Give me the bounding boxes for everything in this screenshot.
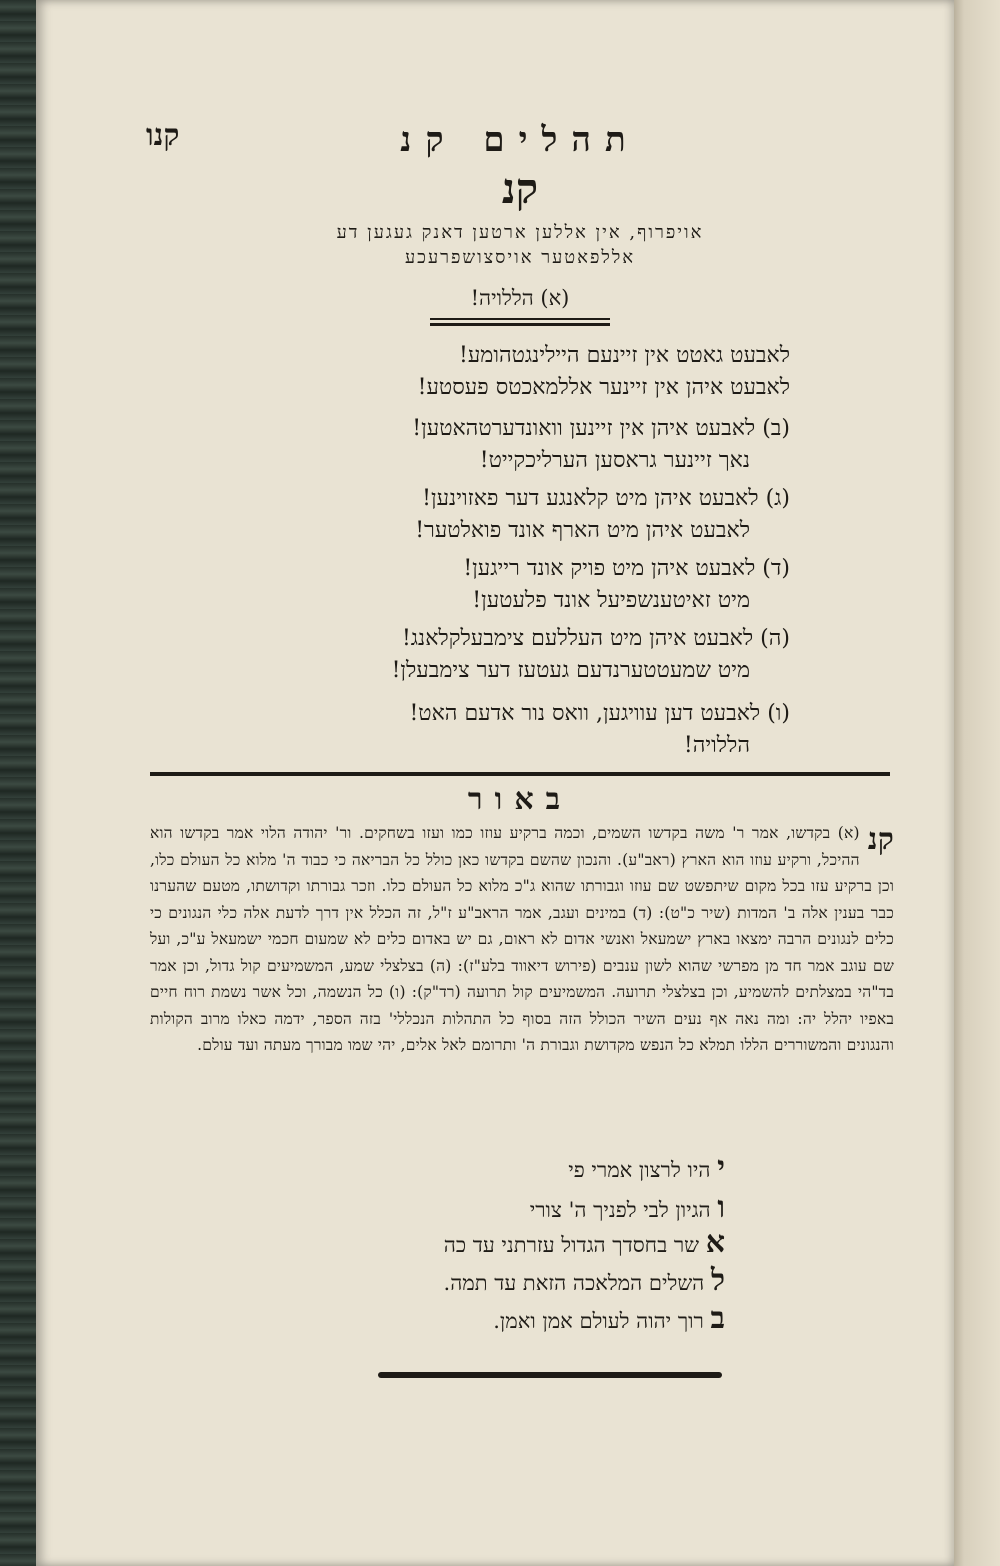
commentary-heading: באור — [467, 782, 573, 817]
acrostic-text: השלים המלאכה הזאת עד תמה. — [443, 1271, 711, 1295]
acrostic-letter: ב — [710, 1301, 725, 1336]
commentary-paragraph — [150, 820, 894, 1059]
verse-marker: (ה) — [760, 626, 790, 651]
acrostic-letter: ו — [717, 1190, 725, 1225]
book-spine — [0, 0, 36, 1566]
next-page-edge — [954, 0, 1000, 1566]
acrostic-text: שר בחסדך הגדול עזרתני עד כה — [443, 1233, 706, 1257]
opening-hallelujah: (א) הללויה! — [470, 286, 570, 310]
verse-line: לאבעט איהן מיט העללעם צימבעלקלאנג! — [401, 626, 754, 651]
closing-ornament-rule — [378, 1372, 722, 1378]
summary-line: אללפאטער אויסצושפרעכע — [404, 247, 636, 268]
psalm-number: קנ — [501, 164, 539, 213]
running-head-title: תהלים קנ — [400, 120, 640, 160]
verse-marker: (ד) — [762, 556, 790, 581]
verse-line: לאבעט איהן אין זיינער אללמאכטס פעסטע! — [417, 375, 790, 400]
commentary-number: קנ — [867, 822, 894, 857]
verse-block — [300, 698, 790, 762]
acrostic-letter: א — [705, 1225, 725, 1260]
acrostic-text: היו לרצון אמרי פי — [568, 1158, 718, 1182]
verse-line: לאבעט איהן אין זיינען וואונדערטהאטען! — [412, 416, 756, 441]
verse-marker: (ו) — [767, 701, 790, 726]
verse-block — [300, 553, 790, 617]
acrostic-text: הגיון לבי לפניך ה' צורי — [529, 1198, 718, 1222]
double-rule-bottom — [430, 323, 610, 326]
verse-marker: (ב) — [762, 416, 790, 441]
folio-number: קנו — [146, 118, 180, 153]
verse-block — [300, 340, 790, 404]
verse-marker: (ג) — [765, 486, 790, 511]
acrostic-line — [380, 1301, 725, 1336]
verse-line: לאבעט איהן מיט פויק אונד רייגען! — [463, 556, 756, 581]
verse-line: לאבעט גאטט אין זיינעם היילינגטהומע! — [459, 343, 790, 368]
verse-line: לאבעט איהן מיט הארף אונד פואלטער! — [415, 518, 750, 543]
commentary-text: (א) בקדשו, אמר ר' משה בקדשו השמים, וכמה ברקיע עוזו כמו ועזו בשחקים. ור' יהודה הלוי אמר בקדשו הוא ההיכל, ורקיע עוזו הוא הארץ (ראב"ע). והנכון שהשם בקדשו כאן כולל כל הבריאה כי כבוד ה' מלוא כל העולם כלו, וכן ברקיע עזו בכל מקום שיתפשט שם עוזו וגבורתו שהוא ג"כ מלוא כל העולם כלו. וזכר גבורתו וקדושתו, מטעם שהערנו כבר בענין אלה ב' המדות (שיר כ"ט): (ד) במינים ועגב, אמר הראב"ע ז"ל, זה הכלל אין דרך לדעת אלה כלי הנגונים כי כלים לנגונים הרבה ימצאו בארץ ישמעאל ואנשי אדום לא ראום, גם יש באדום כלים לא שמעום חכמי ישמעאל ע"כ, ועל שם עוגב אמר חד מן מפרשי שהוא לשון ענבים (פירוש דיאווד בלע"ז): (ה) בצלצלי שמע, המשמיעים קול גדול, וכן אמר בד"הי במצלתים להשמיע, וכן בצלצלי תרועה. המשמיעים קול תרועה (רד"ק): (ו) כל הנשמה, וכל אשר נשמת רוח חיים באפיו יהלל יה: ומה נאה אף נעים השיר הכולל הזה בסוף כל התהלות הנכללי' בזה הספר, ידמה כאלו מרוב הקולות והנגונים והמשוררים הללו תמלא כל הנפש מקדושת וגבורת ה' ותרומם לאל אלים, יהי שמו מבורך מעתה ועד עולם. — [150, 824, 894, 1054]
acrostic-line — [380, 1150, 725, 1185]
verse-line: מיט זאיטענשפיעל אונד פלעטען! — [472, 588, 750, 613]
double-rule-top — [430, 318, 610, 320]
psalm-summary — [240, 220, 800, 270]
acrostic-line — [380, 1190, 725, 1225]
verse-block — [300, 483, 790, 547]
verse-line: לאבעט דען עוויגען, וואס נור אדעם האט! — [409, 701, 761, 726]
verse-block — [300, 413, 790, 477]
verse-line: לאבעט איהן מיט קלאנגע דער פאזוינען! — [422, 486, 759, 511]
verse-line: נאך זיינער גראסען הערליכקייט! — [479, 448, 750, 473]
summary-line: אויפרוף, אין אללען ארטען דאנק געגען דע — [336, 222, 704, 243]
section-rule — [150, 772, 890, 776]
verse-line: מיט שמעטטערנדעם געטעז דער צימבעלן! — [391, 658, 750, 683]
verse-line: הללויה! — [683, 733, 750, 758]
acrostic-letter: י — [717, 1150, 725, 1185]
acrostic-letter: ל — [710, 1263, 725, 1298]
acrostic-text: רוך יהוה לעולם אמן ואמן. — [493, 1309, 711, 1333]
acrostic-line — [380, 1263, 725, 1298]
acrostic-line — [380, 1225, 725, 1260]
verse-block — [300, 623, 790, 687]
